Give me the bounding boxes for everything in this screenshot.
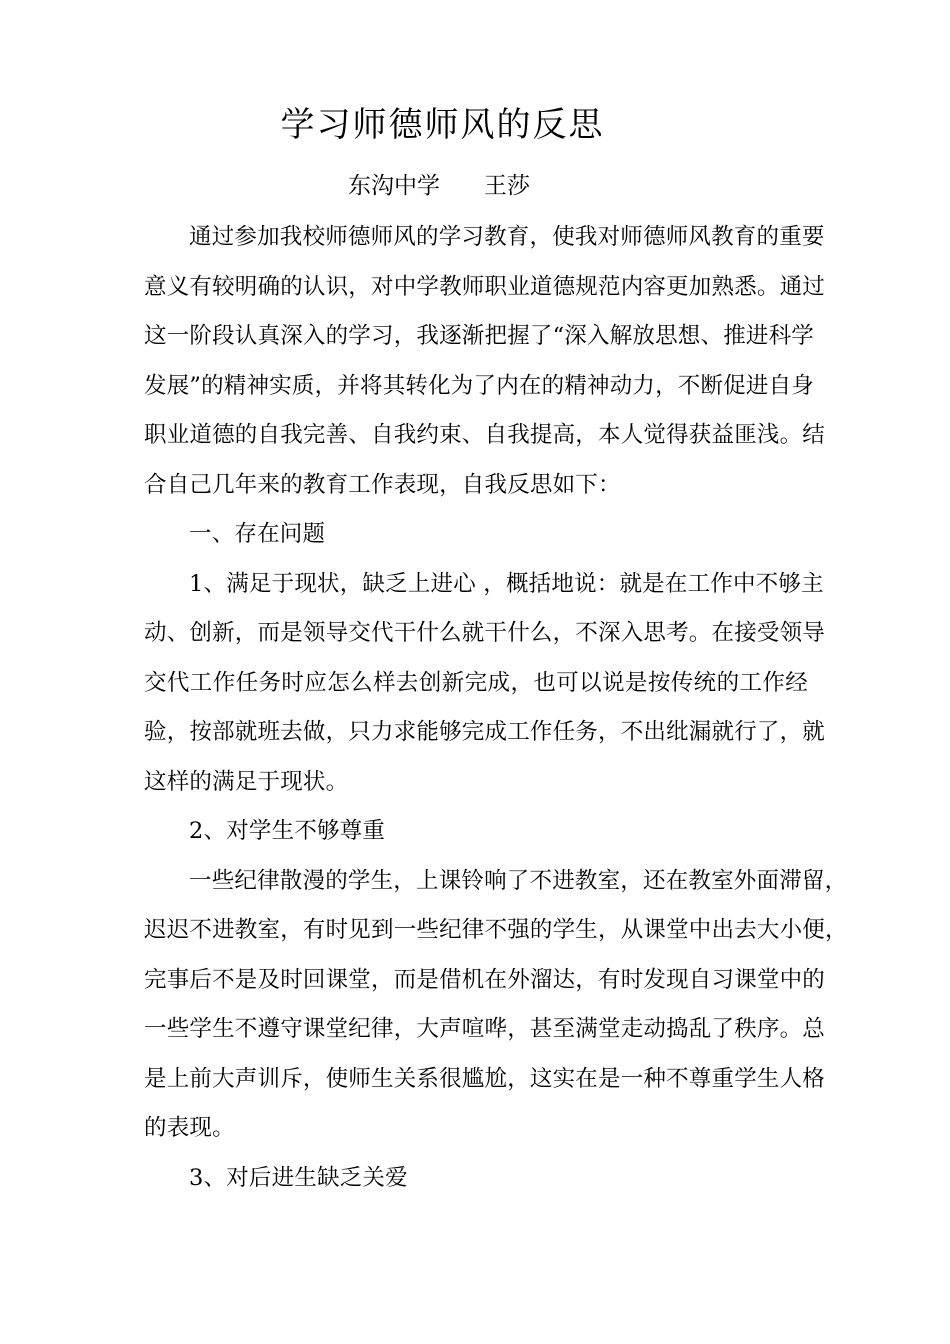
paragraph-line: 一些纪律散漫的学生，上课铃响了不进教室，还在教室外面滞留， (189, 867, 848, 894)
subsection-heading: 2、对学生不够尊重 (189, 818, 386, 844)
paragraph-line: 完事后不是及时回课堂，而是借机在外溜达，有时发现自习课堂中的 (144, 966, 826, 993)
document-body (144, 213, 848, 1203)
paragraph-line: 的表现。 (144, 1115, 235, 1141)
paragraph-point-1 (144, 560, 826, 808)
section-heading: 一、存在问题 (189, 521, 326, 547)
paragraph-line: 1、满足于现状，缺乏上进心 ，概括地说：就是在工作中不够主 (189, 570, 824, 597)
paragraph-line: 一些学生不遵守课堂纪律，大声喧哗，甚至满堂走动捣乱了秩序。总 (144, 1016, 826, 1042)
paragraph-line: 意义有较明确的认识，对中学教师职业道德规范内容更加熟悉。通过 (144, 273, 826, 300)
paragraph-line: 这一阶段认真深入的学习，我逐渐把握了“深入解放思想、推进科学 (144, 323, 815, 349)
paragraph-line: 验，按部就班去做，只力求能够完成工作任务，不出纰漏就行了，就 (144, 719, 826, 745)
paragraph-line: 这样的满足于现状。 (144, 768, 349, 795)
paragraph-line: 动、创新，而是领导交代干什么就干什么，不深入思考。在接受领导 (144, 620, 826, 646)
byline (348, 166, 530, 206)
paragraph-line: 职业道德的自我完善、自我约束、自我提高，本人觉得获益匪浅。结 (144, 422, 826, 448)
paragraph-line: 合自己几年来的教育工作表现，自我反思如下： (144, 471, 621, 498)
paragraph-line: 通过参加我校师德师风的学习教育，使我对师德师风教育的重要 (189, 224, 825, 250)
paragraph-line: 是上前大声训斥，使师生关系很尴尬，这实在是一种不尊重学生人格 (144, 1065, 826, 1092)
subsection-heading: 3、对后进生缺乏关爱 (189, 1164, 408, 1191)
paragraph-line: 交代工作任务时应怎么样去创新完成，也可以说是按传统的工作经 (144, 669, 808, 696)
paragraph-line: 迟迟不进教室，有时见到一些纪律不强的学生，从课堂中出去大小便， (144, 917, 848, 943)
paragraph-point-2 (144, 857, 848, 1154)
author-name: 王莎 (483, 173, 530, 199)
document-title: 学习师德师风的反思 (280, 105, 605, 145)
school-name: 东沟中学 (348, 173, 440, 199)
paragraph-line: 发展”的精神实质，并将其转化为了内在的精神动力，不断促进自身 (144, 372, 815, 399)
paragraph-intro (144, 213, 826, 510)
